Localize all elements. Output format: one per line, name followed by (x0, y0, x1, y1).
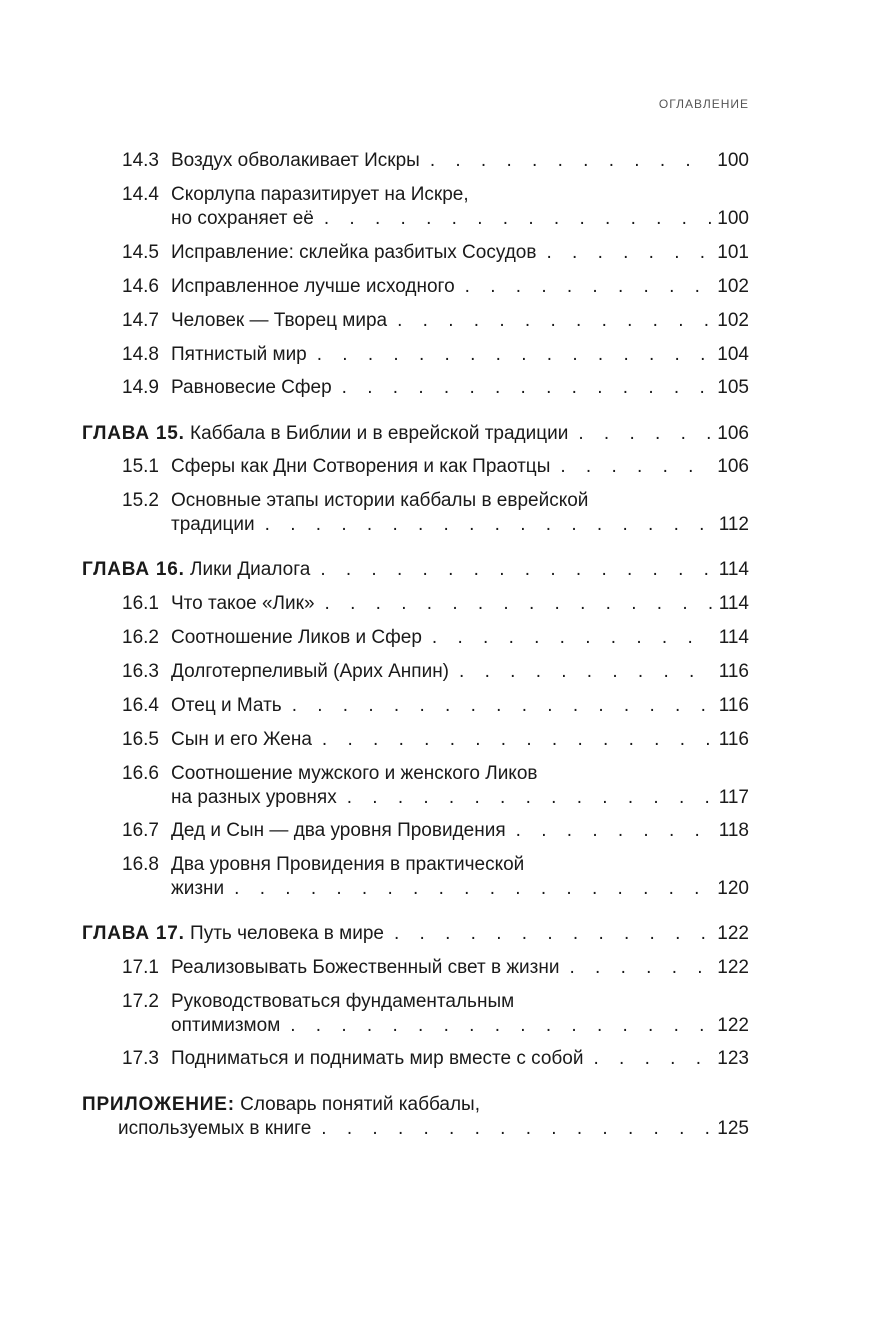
toc-chapter-16[interactable] (0, 557, 886, 583)
entry-number: 16.1 (122, 593, 159, 614)
dot-leader (320, 557, 712, 583)
entry-number: 17.2 (122, 991, 159, 1012)
chapter-label: ГЛАВА 16. (82, 559, 185, 580)
entry-number: 16.6 (122, 763, 159, 784)
appendix-title: Словарь понятий каббалы, (240, 1094, 480, 1115)
toc-entry-16-7[interactable] (0, 818, 886, 844)
page-number: 102 (717, 276, 749, 297)
entry-title: Соотношение мужского и женского Ликов (171, 763, 538, 784)
running-head: ОГЛАВЛЕНИЕ (658, 97, 749, 111)
dot-leader (516, 818, 713, 844)
entry-number: 15.2 (122, 490, 159, 511)
toc-entry-16-8-cont[interactable] (0, 876, 886, 902)
page-number: 122 (717, 957, 749, 978)
page-number: 106 (717, 423, 749, 444)
toc-entry-15-1[interactable] (0, 454, 886, 480)
entry-title-continuation: но сохраняет её (171, 208, 314, 229)
entry-title: Соотношение Ликов и Сфер (171, 627, 422, 648)
toc-entry-14-4[interactable] (0, 182, 886, 208)
dot-leader (397, 308, 711, 334)
page-number: 100 (717, 208, 749, 229)
page-number: 114 (718, 559, 749, 580)
entry-title: Сферы как Дни Сотворения и как Праотцы (171, 456, 551, 477)
entry-number: 16.4 (122, 695, 159, 716)
page-number: 112 (718, 514, 749, 535)
dot-leader (342, 375, 712, 401)
toc-entry-16-5[interactable] (0, 727, 886, 753)
dot-leader (324, 206, 711, 232)
dot-leader (546, 240, 711, 266)
toc-entry-16-6[interactable] (0, 761, 886, 787)
chapter-title: Лики Диалога (190, 559, 311, 580)
dot-leader (234, 876, 711, 902)
dot-leader (430, 148, 711, 174)
dot-leader (593, 1046, 711, 1072)
page-number: 100 (717, 150, 749, 171)
entry-number: 17.3 (122, 1048, 159, 1069)
dot-leader (265, 512, 713, 538)
page-number: 122 (717, 923, 749, 944)
toc-entry-17-2-cont[interactable] (0, 1013, 886, 1039)
page-number: 102 (717, 310, 749, 331)
page-number: 118 (718, 820, 749, 841)
entry-number: 16.2 (122, 627, 159, 648)
page-number: 117 (718, 787, 749, 808)
entry-title: Воздух обволакивает Искры (171, 150, 420, 171)
dot-leader (321, 1116, 711, 1142)
page-number: 104 (717, 344, 749, 365)
chapter-title: Путь человека в мире (190, 923, 384, 944)
entry-title: Что такое «Лик» (171, 593, 315, 614)
entry-number: 16.5 (122, 729, 159, 750)
toc-entry-15-2-cont[interactable] (0, 512, 886, 538)
toc-entry-16-1[interactable] (0, 591, 886, 617)
entry-number: 17.1 (122, 957, 159, 978)
dot-leader (394, 921, 711, 947)
dot-leader (292, 693, 713, 719)
page-number: 116 (718, 661, 749, 682)
toc-appendix-cont[interactable] (0, 1116, 886, 1142)
entry-number: 16.8 (122, 854, 159, 875)
entry-title: Скорлупа паразитирует на Искре, (171, 184, 469, 205)
dot-leader (432, 625, 713, 651)
dot-leader (290, 1013, 711, 1039)
toc-chapter-15[interactable] (0, 421, 886, 447)
page-number: 114 (718, 627, 749, 648)
dot-leader (322, 727, 713, 753)
toc-entry-14-5[interactable] (0, 240, 886, 266)
toc-entry-16-8[interactable] (0, 852, 886, 878)
entry-title: Равновесие Сфер (171, 377, 332, 398)
entry-title: Пятнистый мир (171, 344, 307, 365)
entry-title: Два уровня Провидения в практической (171, 854, 525, 875)
entry-title: Отец и Мать (171, 695, 282, 716)
entry-title-continuation: традиции (171, 514, 255, 535)
entry-title: Подниматься и поднимать мир вместе с собой (171, 1048, 584, 1069)
chapter-label: ГЛАВА 17. (82, 923, 185, 944)
page-number: 116 (718, 695, 749, 716)
page-number: 114 (718, 593, 749, 614)
toc-entry-16-2[interactable] (0, 625, 886, 651)
dot-leader (325, 591, 713, 617)
chapter-title: Каббала в Библии и в еврейской традиции (190, 423, 569, 444)
appendix-title-continuation: используемых в книге (118, 1118, 312, 1139)
entry-number: 14.9 (122, 377, 159, 398)
toc-entry-15-2[interactable] (0, 488, 886, 514)
entry-number: 16.3 (122, 661, 159, 682)
entry-number: 14.6 (122, 276, 159, 297)
dot-leader (578, 421, 711, 447)
appendix-label: ПРИЛОЖЕНИЕ: (82, 1094, 235, 1115)
toc-entry-14-3[interactable] (0, 148, 886, 174)
entry-number: 16.7 (122, 820, 159, 841)
dot-leader (459, 659, 713, 685)
entry-title: Долготерпеливый (Арих Анпин) (171, 661, 450, 682)
toc-entry-14-6[interactable] (0, 274, 886, 300)
page-number: 120 (717, 878, 749, 899)
dot-leader (570, 955, 712, 981)
toc-entry-16-3[interactable] (0, 659, 886, 685)
entry-title-continuation: оптимизмом (171, 1015, 281, 1036)
entry-title: Исправленное лучше исходного (171, 276, 455, 297)
page-number: 116 (718, 729, 749, 750)
entry-number: 15.1 (122, 456, 159, 477)
entry-number: 14.4 (122, 184, 159, 205)
entry-number: 14.7 (122, 310, 159, 331)
toc-chapter-17[interactable] (0, 921, 886, 947)
toc-entry-14-7[interactable] (0, 308, 886, 334)
page-number: 101 (717, 242, 749, 263)
dot-leader (317, 342, 712, 368)
entry-title: Человек — Творец мира (171, 310, 388, 331)
dot-leader (465, 274, 712, 300)
page-number: 125 (717, 1118, 749, 1139)
entry-title-continuation: жизни (171, 878, 225, 899)
entry-title: Сын и его Жена (171, 729, 312, 750)
page-number: 122 (717, 1015, 749, 1036)
toc-entry-14-8[interactable] (0, 342, 886, 368)
entry-title-continuation: на разных уровнях (171, 787, 337, 808)
page-number: 105 (717, 377, 749, 398)
entry-number: 14.3 (122, 150, 159, 171)
toc-entry-16-4[interactable] (0, 693, 886, 719)
page-number: 123 (717, 1048, 749, 1069)
toc-entry-17-2[interactable] (0, 989, 886, 1015)
toc-entry-14-9[interactable] (0, 375, 886, 401)
dot-leader (347, 785, 713, 811)
entry-title: Дед и Сын — два уровня Провидения (171, 820, 506, 841)
toc-entry-17-1[interactable] (0, 955, 886, 981)
entry-title: Основные этапы истории каббалы в еврейской (171, 490, 589, 511)
toc-entry-16-6-cont[interactable] (0, 785, 886, 811)
dot-leader (560, 454, 711, 480)
entry-title: Реализовывать Божественный свет в жизни (171, 957, 560, 978)
entry-title: Руководствоваться фундаментальным (171, 991, 515, 1012)
toc-appendix[interactable] (0, 1092, 886, 1118)
entry-number: 14.8 (122, 344, 159, 365)
page-number: 106 (717, 456, 749, 477)
chapter-label: ГЛАВА 15. (82, 423, 185, 444)
entry-number: 14.5 (122, 242, 159, 263)
toc-entry-17-3[interactable] (0, 1046, 886, 1072)
entry-title: Исправление: склейка разбитых Сосудов (171, 242, 537, 263)
toc-entry-14-4-cont[interactable] (0, 206, 886, 232)
